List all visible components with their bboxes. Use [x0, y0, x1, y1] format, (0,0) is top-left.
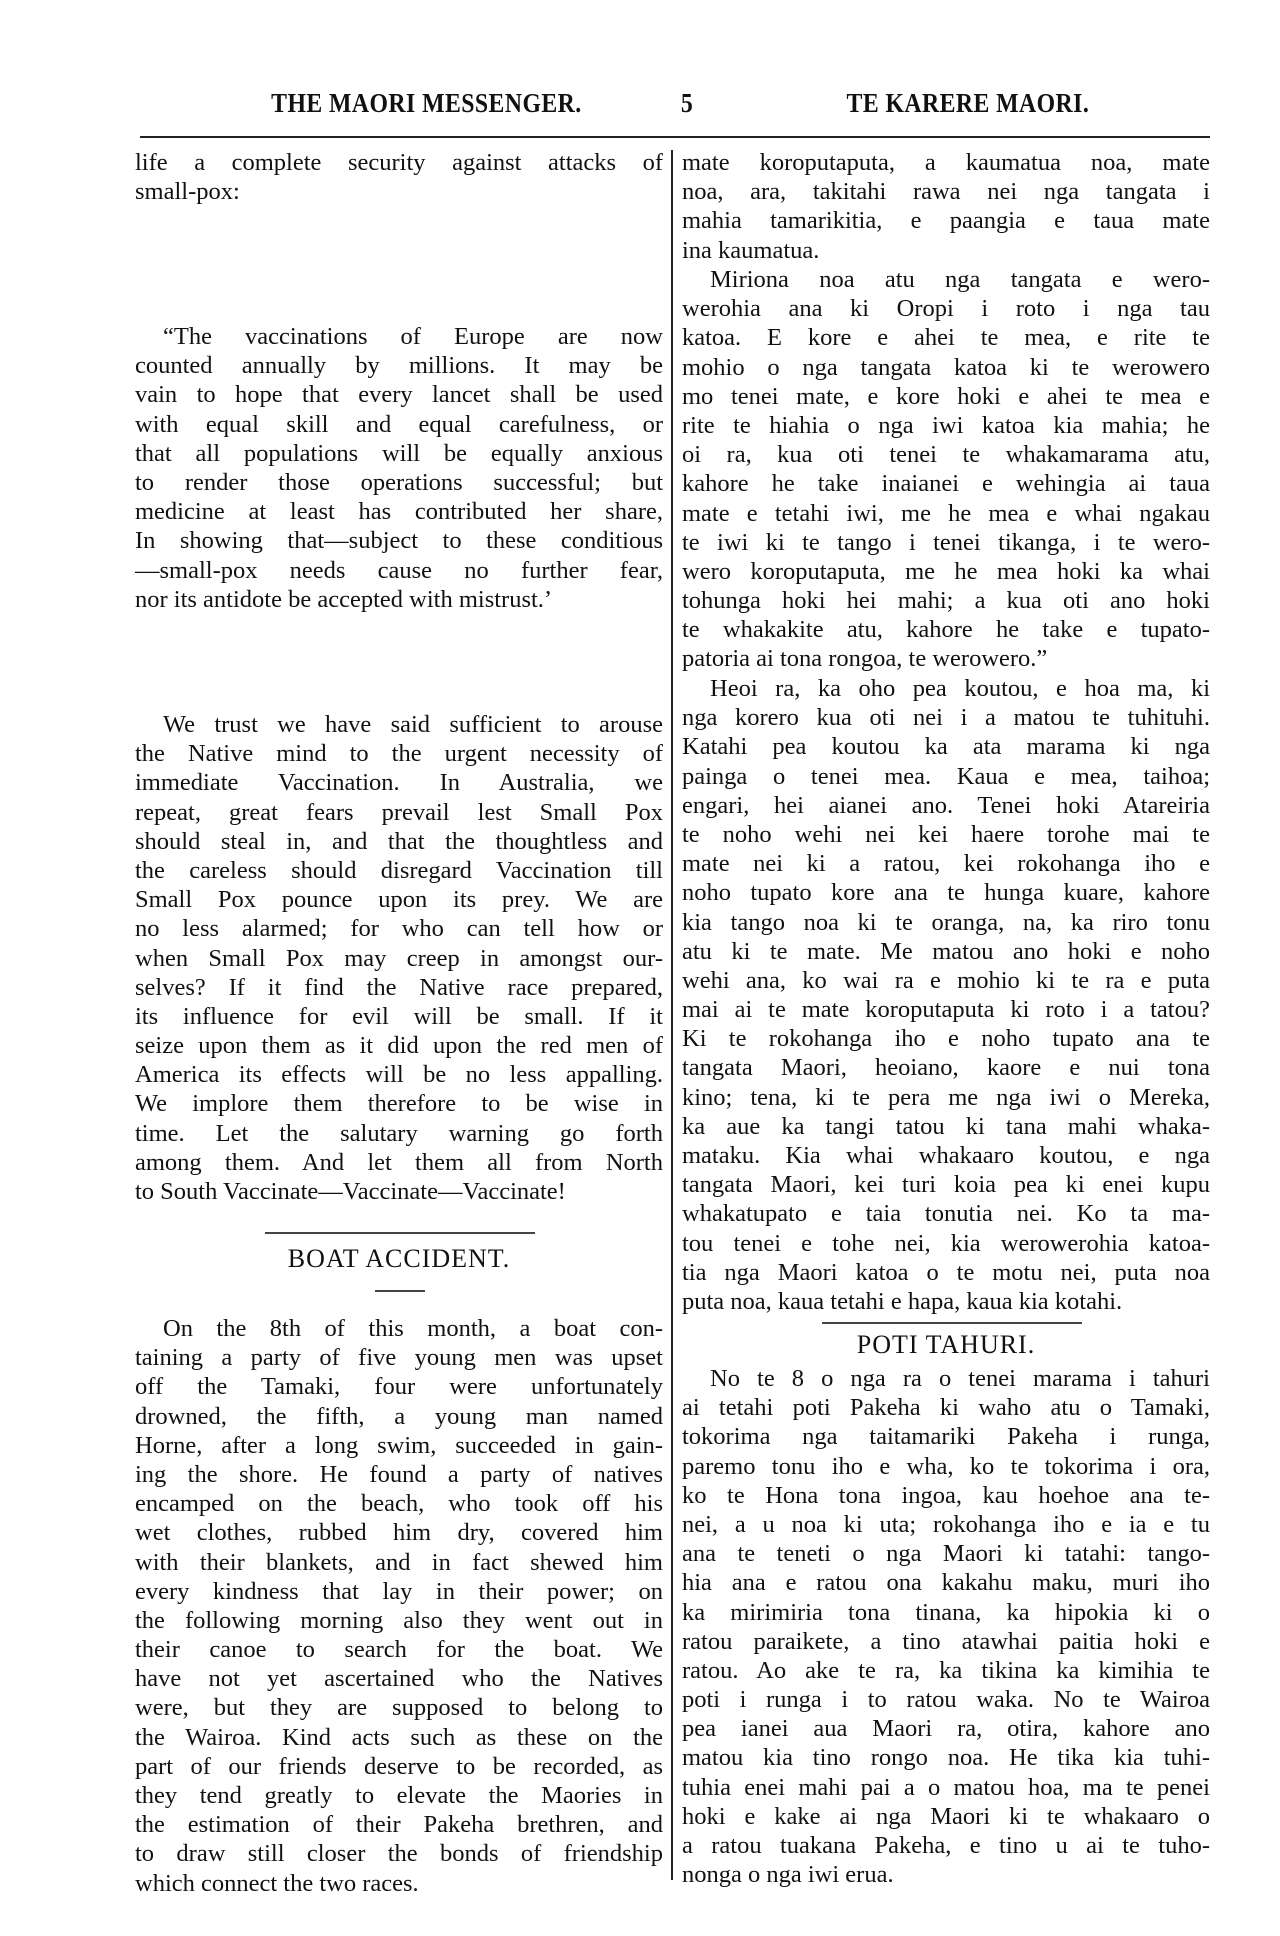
text-line: should steal in, and that the thoughtless and [135, 827, 663, 855]
text-line: with equal skill and equal carefulness, or [135, 410, 663, 438]
text-line: their canoe to search for the boat. We [135, 1636, 663, 1664]
text-line: counted annually by millions. It may be [135, 352, 663, 380]
text-line: every kindness that lay in their power; on [135, 1577, 663, 1605]
text-line: immediate Vaccination. In Australia, we [135, 769, 663, 797]
text-line: hoki e kake ai nga Maori ki te whakaaro o [682, 1802, 1210, 1830]
text-line: painga o tenei mea. Kaua e mea, taihoa; [682, 762, 1210, 790]
text-line: America its effects will be no less appalling. [135, 1061, 663, 1089]
section-divider [265, 1232, 535, 1234]
heading-dash [375, 1290, 425, 1292]
text-line: with their blankets, and in fact shewed him [135, 1548, 663, 1576]
text-line: ka aue ka tangi tatou ki tana mahi whaka- [682, 1112, 1210, 1140]
text-line: which connect the two races. [135, 1869, 419, 1897]
text-line: patoria ai tona rongoa, te werowero.” [682, 645, 1048, 673]
text-line: drowned, the fifth, a young man named [135, 1402, 663, 1430]
text-line: were, but they are supposed to belong to [135, 1694, 663, 1722]
text-line: poti i runga i to ratou waka. No te Wairoa [682, 1686, 1210, 1714]
text-line: ko te Hona tona ingoa, kau hoehoe ana te- [682, 1481, 1210, 1509]
column-divider [671, 150, 673, 1880]
text-line: selves? If it find the Native race prepared, [135, 973, 663, 1001]
text-line: tuhia enei mahi pai a o matou hoa, ma te penei [682, 1773, 1210, 1801]
text-line: its influence for evil will be small. If it [135, 1002, 663, 1030]
text-line: the estimation of their Pakeha brethren, and [135, 1811, 663, 1839]
text-line: life a complete security against attacks of [135, 149, 663, 176]
text-line: wero koroputaputa, me he mea hoki ka whai [682, 557, 1210, 585]
text-line: —small-pox needs cause no further fear, [135, 556, 663, 584]
masthead-english-title: THE MAORI MESSENGER. [271, 88, 582, 118]
text-line: atu ki te mate. Me matou ano hoki e noho [682, 937, 1210, 965]
text-line: tokorima nga taitamariki Pakeha i runga, [682, 1423, 1210, 1451]
poti-tahuri-article [682, 1364, 1210, 1889]
maori-vaccination-quote [682, 265, 1210, 674]
text-line: kino; tena, ki te pera me nga iwi o Mereka, [682, 1083, 1210, 1111]
maori-appeal-paragraph [682, 674, 1210, 1316]
english-column [135, 0, 663, 1936]
text-line: nonga o nga iwi erua. [682, 1861, 894, 1889]
text-line: mohio o nga tangata katoa ki te werowero [682, 353, 1210, 381]
text-line: katoa. E kore e ahei te mea, e rite te [682, 324, 1210, 352]
text-line: rite te hiahia o nga iwi katoa kia mahia; he [682, 411, 1210, 439]
text-line: whakatupato e taia tonutia nei. Ko ta ma- [682, 1200, 1210, 1228]
text-line: engari, hei aianei ano. Tenei hoki Atareiria [682, 791, 1210, 819]
text-line: tou tenei e tohe nei, kia werowerohia katoa- [682, 1229, 1210, 1257]
text-line: off the Tamaki, four were unfortunately [135, 1373, 663, 1401]
text-line: te whakakite atu, kahore he take e tupato- [682, 616, 1210, 644]
text-line: Heoi ra, ka oho pea koutou, e hoa ma, ki [710, 675, 1210, 702]
text-line: We implore them therefore to be wise in [135, 1090, 663, 1118]
text-line: tia nga Maori katoa o te motu nei, puta noa [682, 1258, 1210, 1286]
text-line: werohia ana ki Oropi i roto i nga tau [682, 295, 1210, 323]
text-line: among them. And let them all from North [135, 1148, 663, 1176]
text-line: te iwi ki te tango i tenei tikanga, i te wero- [682, 528, 1210, 556]
text-line: ina kaumatua. [682, 236, 820, 264]
text-line: Miriona noa atu nga tangata e wero- [710, 266, 1210, 293]
text-line: small-pox: [135, 178, 240, 206]
text-line: seize upon them as it did upon the red men of [135, 1032, 663, 1060]
text-line: noa, ara, takitahi rawa nei nga tangata i [682, 178, 1210, 206]
text-line: In showing that—subject to these conditious [135, 527, 663, 555]
text-line: mataku. Kia whai whakaaro koutou, e nga [682, 1142, 1210, 1169]
text-line: part of our friends deserve to be recorded, as [135, 1752, 663, 1780]
text-line: tangata Maori, kei turi koia pea ki enei kupu [682, 1171, 1210, 1199]
text-line: the Native mind to the urgent necessity of [135, 740, 663, 768]
text-line: no less alarmed; for who can tell how or [135, 915, 663, 943]
text-line: mate koroputaputa, a kaumatua noa, mate [682, 149, 1210, 176]
text-line: mai ai te mate koroputaputa ki roto i a tatou? [682, 996, 1210, 1024]
masthead-maori-title: TE KARERE MAORI. [846, 88, 1090, 118]
text-line: have not yet ascertained who the Natives [135, 1665, 663, 1693]
text-line: matou kia tino rongo noa. He tika kia tuhi- [682, 1744, 1210, 1772]
text-line: taining a party of five young men was upset [135, 1344, 663, 1372]
text-line: mo tenei mate, e kore hoki e ahei te mea e [682, 382, 1210, 410]
text-line: wet clothes, rubbed him dry, covered him [135, 1519, 663, 1547]
section-divider [822, 1322, 1082, 1324]
text-line: the following morning also they went out in [135, 1606, 663, 1634]
text-line: a ratou tuakana Pakeha, e tino u ai te tuho- [682, 1832, 1210, 1859]
text-line: puta noa, kaua tetahi e hapa, kaua kia kotahi. [682, 1287, 1123, 1315]
text-line: “The vaccinations of Europe are now [163, 323, 663, 350]
text-line: mate e tetahi iwi, me he mea e whai ngakau [682, 499, 1210, 527]
text-line: pea ianei aua Maori ra, otira, kahore ano [682, 1715, 1210, 1743]
text-line: ai tetahi poti Pakeha ki waho atu o Tamaki, [682, 1394, 1210, 1422]
text-line: te noho wehi nei kei haere torohe mai te [682, 820, 1210, 848]
text-line: nor its antidote be accepted with mistrust.’ [135, 585, 553, 613]
text-line: ing the shore. He found a party of natives [135, 1460, 663, 1488]
text-line: nei, a u noa ki uta; rokohanga iho e ia e tu [682, 1510, 1210, 1538]
text-line: ka mirimiria tona tinana, ka hipokia ki o [682, 1598, 1210, 1626]
english-appeal-paragraph [135, 710, 663, 1206]
text-line: the careless should disregard Vaccination till [135, 856, 663, 884]
english-vaccination-quote [135, 322, 663, 614]
text-line: tohunga hoki hei mahi; a kua oti ano hoki [682, 587, 1210, 615]
text-line: Ki te rokohanga iho e noho tupato ana te [682, 1025, 1210, 1053]
boat-accident-heading: BOAT ACCIDENT. [287, 1244, 511, 1273]
text-line: medicine at least has contributed her share, [135, 498, 663, 526]
text-line: paremo tonu iho e wha, ko te tokorima i ora, [682, 1452, 1210, 1480]
text-line: repeat, great fears prevail lest Small Pox [135, 798, 663, 826]
text-line: to draw still closer the bonds of friendship [135, 1840, 663, 1868]
text-line: We trust we have said sufficient to arouse [163, 711, 663, 738]
poti-tahuri-heading: POTI TAHURI. [856, 1330, 1036, 1359]
text-line: oi ra, kua oti tenei te whakamarama atu, [682, 441, 1210, 469]
boat-accident-article [135, 1314, 663, 1898]
text-line: vain to hope that every lancet shall be used [135, 381, 663, 409]
text-line: hia ana e ratou ona kakahu maku, muri iho [682, 1569, 1210, 1597]
text-line: that all populations will be equally anxious [135, 439, 663, 467]
text-line: No te 8 o nga ra o tenei marama i tahuri [710, 1365, 1210, 1392]
text-line: to render those operations successful; but [135, 468, 663, 496]
page-number: 5 [680, 88, 694, 118]
text-line: the Wairoa. Kind acts such as these on the [135, 1723, 663, 1751]
text-line: time. Let the salutary warning go forth [135, 1119, 663, 1147]
text-line: kia tango noa ki te oranga, na, ka riro tonu [682, 908, 1210, 936]
text-line: kahore he take inaianei e wehingia ai taua [682, 470, 1210, 498]
text-line: to South Vaccinate—Vaccinate—Vaccinate! [135, 1178, 566, 1205]
maori-column [682, 0, 1210, 1936]
text-line: when Small Pox may creep in amongst our- [135, 944, 663, 972]
text-line: Horne, after a long swim, succeeded in gain- [135, 1431, 663, 1459]
text-line: noho tupato kore ana te hunga kuare, kahore [682, 879, 1210, 907]
maori-intro [682, 148, 1210, 265]
text-line: encamped on the beach, who took off his [135, 1490, 663, 1518]
text-line: ratou paraikete, a tino atawhai paitia hoki e [682, 1627, 1210, 1655]
english-intro [135, 148, 663, 206]
text-line: mahia tamarikitia, e paangia e taua mate [682, 207, 1210, 235]
text-line: nga korero kua oti nei i a matou te tuhituhi. [682, 704, 1210, 732]
text-line: ratou. Ao ake te ra, ka tikina ka kimihia te [682, 1656, 1210, 1684]
text-line: Katahi pea koutou ka ata marama ki nga [682, 733, 1210, 761]
text-line: they tend greatly to elevate the Maories in [135, 1782, 663, 1809]
text-line: Small Pox pounce upon its prey. We are [135, 886, 663, 914]
text-line: ana te teneti o nga Maori ki tatahi: tango- [682, 1540, 1210, 1568]
text-line: tangata Maori, heoiano, kaore e nui tona [682, 1054, 1210, 1082]
text-line: wehi ana, ko wai ra e mohio ki te ra e puta [682, 966, 1210, 994]
text-line: mate nei ki a ratou, kei rokohanga iho e [682, 850, 1210, 878]
text-line: On the 8th of this month, a boat con- [163, 1315, 663, 1342]
